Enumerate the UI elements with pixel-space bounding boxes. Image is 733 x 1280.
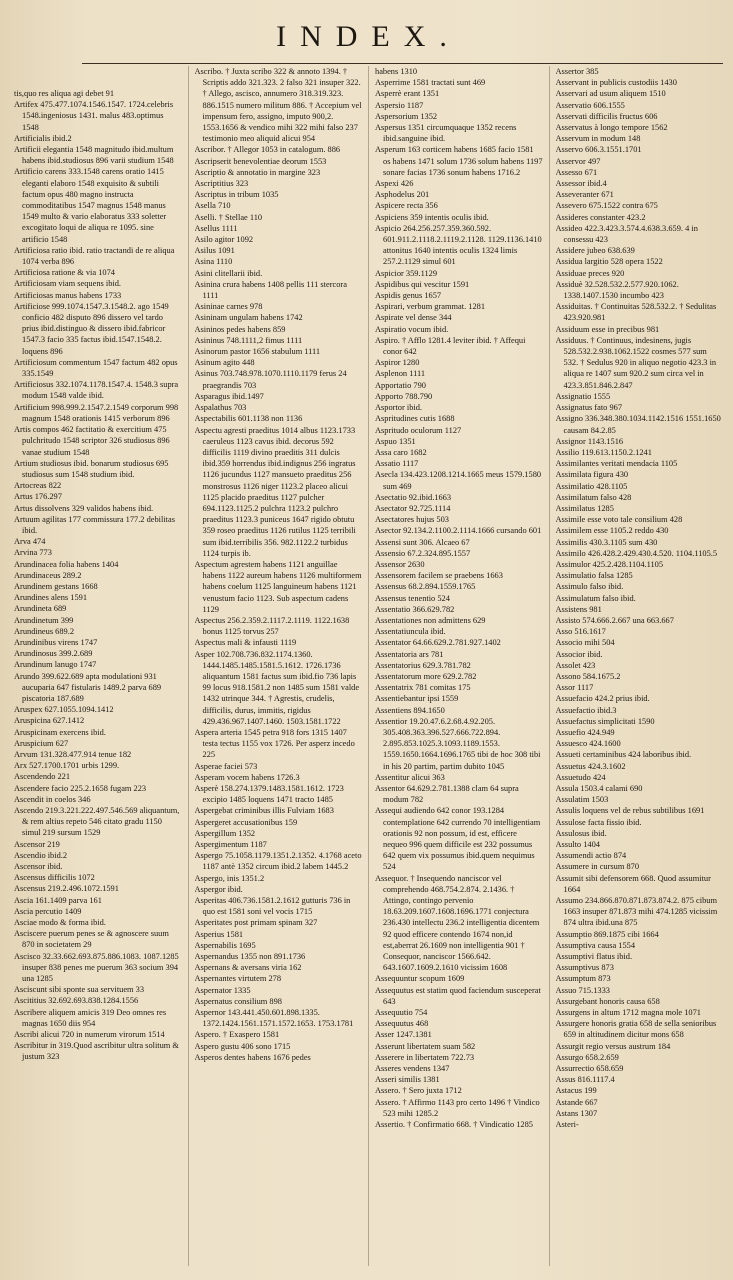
index-entry: Asperrime 1581 tractati sunt 469 xyxy=(375,78,486,88)
index-entry: Artocreas 822 xyxy=(14,481,62,491)
index-entry: Aspicior 359.1129 xyxy=(375,268,438,278)
column-divider xyxy=(549,66,550,1266)
index-entry: tis,quo res aliqua agi debet 91 xyxy=(14,89,115,98)
index-entry: Assueti certaminibus 424 laboribus ibid. xyxy=(555,750,692,760)
index-entry: Artificiosam viam sequens ibid. xyxy=(14,279,121,289)
index-entry: Assurgens in altum 1712 magna mole 1071 xyxy=(555,1008,701,1018)
index-entry: Assertor 385 xyxy=(555,67,599,76)
index-entry: Aspero gustu 406 sono 1715 xyxy=(194,1041,291,1051)
index-entry: Asserere in libertatem 722.73 xyxy=(375,1052,475,1062)
index-entry: Asininus 748.1111,2 fimus 1111 xyxy=(194,335,303,345)
index-entry: Assidere jubeo 638.639 xyxy=(555,246,635,256)
index-entry: Asperitates post primam spinam 327 xyxy=(194,918,318,928)
index-entry: Assumo 234.866.870.871.873.874.2. 875 cibum 1663 insuper 871.873 mihi 474.1285 vicissim 874 ultra ibid.una 875 xyxy=(555,896,718,928)
index-entry: Assiduus. † Continuus, indesinens, jugis 528.532.2.938.1062.1522 cosmes 577 sum 532. † Sedulus 920 in aliquo negotio 423.3 in aliqua re 1407 sum 920.2 sum circa vel in 423.3.851.846.2.847 xyxy=(555,335,717,390)
index-entry: Artificiose 999.1074.1547.3.1548.2. ago 1549 conficio 482 disputo 896 dissero vel tardo prius ibid.distinguo & dissero ibid.fabricor 1547.3 facio 335 factus ibid.1547.1548.2. loquens 896 xyxy=(14,301,169,356)
index-entry: Arva 474 xyxy=(14,537,46,547)
index-entry: Aspernatus consilium 898 xyxy=(194,996,282,1006)
index-entry: Asini clitellarii ibid. xyxy=(194,268,263,278)
index-entry: Aspectus 256.2.359.2.1117.2.1119. 1122.1638 bonus 1125 torvus 257 xyxy=(194,615,350,637)
index-entry: Assisto 574.666.2.667 una 663.667 xyxy=(555,615,674,625)
index-entry: Astacus 199 xyxy=(555,1086,597,1096)
index-entry: Aspiro. † Afflo 1281.4 leviter ibid. † Affequi conor 642 xyxy=(375,335,526,357)
index-entry: Asinina crura habens 1408 pellis 111 stercora 1111 xyxy=(194,279,347,301)
index-entry: Aspectum agrestem habens 1121 anguillae habens 1122 aureum habens 1126 multiformem habens coelum 1125 languineum habens 1121 venustum facio 1123. Sub aspectum cadens 1129 xyxy=(194,559,362,614)
index-entry: Assula 1503.4 calami 690 xyxy=(555,784,643,793)
index-entry: Asperos dentes habens 1676 pedes xyxy=(194,1052,311,1062)
index-entry: Assiduae preces 920 xyxy=(555,268,625,278)
index-entry: Assulose facta fissio ibid. xyxy=(555,817,642,827)
index-entry: Assumendi actio 874 xyxy=(555,851,627,861)
index-entry: Assimilis 430.3.1105 sum 430 xyxy=(555,537,658,547)
index-entry: Arundineta 689 xyxy=(14,604,67,614)
index-entry: Assentatoria ars 781 xyxy=(375,649,444,659)
index-entry: Asplenon 1111 xyxy=(375,369,426,379)
index-entry: Assidua largitio 528 opera 1522 xyxy=(555,257,663,267)
index-entry: Assumit sibi defensorem 668. Quod assumitur 1664 xyxy=(555,873,711,894)
index-entry: Aspectus mali & infausti 1119 xyxy=(194,638,297,648)
index-entry: Apportatio 790 xyxy=(375,380,426,390)
index-entry: Aspirate vel dense 344 xyxy=(375,313,452,323)
index-entry: Arundinem gestans 1668 xyxy=(14,581,98,591)
index-entry: Assuefactus simplicitati 1590 xyxy=(555,716,655,726)
index-entry: Artificiosus 332.1074.1178.1547.4. 1548.3 supra modum 1548 valde ibid. xyxy=(14,380,179,401)
index-entry: Asserunt libertatem suam 582 xyxy=(375,1041,476,1051)
index-entry: Asservari ad usum aliquem 1510 xyxy=(555,89,666,99)
index-entry: Artificio carens 333.1548 carens oratio 1415 eleganti elaboro 1548 exquisito & subtili factum opus 480 magno instructa commoditatibus 1547 magnus 1548 manus 1549 multo & vario elaboratus 333 soletter excogitato loqui de aliqua re 1095. sine artificio 1548 xyxy=(14,167,167,244)
index-entry: Aspirari, verbum grammat. 1281 xyxy=(375,302,486,312)
index-entry: Assimilatus 1285 xyxy=(555,503,614,513)
index-entry: Associo mihi 504 xyxy=(555,638,615,648)
index-entry: Assero. † Sero juxta 1712 xyxy=(375,1086,462,1096)
index-entry: Asina 1110 xyxy=(194,257,233,267)
index-column-4 xyxy=(556,66,724,1266)
index-entry: Arundinacea folia habens 1404 xyxy=(14,559,119,569)
index-entry: Associor ibid. xyxy=(555,649,603,659)
index-entry: Ascensor 219 xyxy=(14,839,60,849)
index-entry: Arundo 399.622.689 apta modulationi 931 aucuparia 647 fistularis 1489.2 parva 689 piscatoria 187.689 xyxy=(14,671,162,703)
index-entry: Assumptivus 873 xyxy=(555,963,614,973)
index-entry: Arundinibus virens 1747 xyxy=(14,637,98,647)
index-entry: Arundines alens 1591 xyxy=(14,593,88,603)
header-rule xyxy=(82,63,723,64)
index-entry: Ascendendo 221 xyxy=(14,772,71,782)
index-entry: Aspidis genus 1657 xyxy=(375,291,442,301)
index-entry: Asper 102.708.736.832.1174.1360. 1444.1485.1485.1581.5.1612. 1726.1736 aliquantum 1581 factus sum ibid.fio 736 lapis 99 locus 918.1581.2 non 1485 sum 1581 valde 1432 utrinque 344. † Agrestis, crudelis, difficilis, durus, immitis, rigidus 429.436.967.1407.1460. 1503.1581.1722 xyxy=(194,649,360,726)
index-entry: Assuetus 424.3.1602 xyxy=(555,761,626,771)
index-entry: Assentator 64.66.629.2.781.927.1402 xyxy=(375,638,501,648)
index-entry: Arvina 773 xyxy=(14,548,52,558)
index-columns xyxy=(14,66,723,1266)
page-title: INDEX. xyxy=(276,20,461,53)
column-divider xyxy=(368,66,369,1266)
index-entry: Assimulor 425.2.428.1104.1105 xyxy=(555,559,664,569)
index-entry: Assuo 715.1333 xyxy=(555,985,610,995)
index-entry: Assimile esse voto tale consilium 428 xyxy=(555,515,683,525)
index-entry: Asseri similis 1381 xyxy=(375,1075,440,1085)
index-entry: Ascriptio & annotatio in margine 323 xyxy=(194,167,321,177)
index-entry: Asperum 163 corticem habens 1685 facio 1581 os habens 1471 solum 1736 solum habens 1197 sonare facias 1736 sonum habens 1716.2 xyxy=(375,145,543,177)
index-entry: Assevero 675.1522 contra 675 xyxy=(555,201,658,211)
index-entry: Aspergor ibid. xyxy=(194,884,243,894)
index-entry: Artificium 998.999.2.1547.2.1549 corporum 998 magnum 1548 orationis 1415 verborum 896 xyxy=(14,402,179,423)
index-entry: Assentitur alicui 363 xyxy=(375,772,445,782)
index-entry: Arundinosus 399.2.689 xyxy=(14,649,93,659)
index-entry: Assulosus ibid. xyxy=(555,828,607,838)
index-entry: Aspergo, inis 1351.2 xyxy=(194,873,265,883)
index-entry: Assigno 336.348.380.1034.1142.1516 1551.1650 causam 84.2.85 xyxy=(555,414,721,435)
index-entry: Aspernandus 1355 non 891.1736 xyxy=(194,952,306,962)
index-entry: Asparagus ibid.1497 xyxy=(194,391,264,401)
index-entry: Asectator 92.725.1114 xyxy=(375,503,451,513)
index-entry: Aspiciens 359 intentis oculis ibid. xyxy=(375,212,489,222)
index-entry: Assurgit regio versus austrum 184 xyxy=(555,1041,671,1051)
index-entry: Apporto 788.790 xyxy=(375,391,433,401)
index-entry: Asininae carnes 978 xyxy=(194,302,263,312)
index-entry: Asciae modo & forma ibid. xyxy=(14,918,106,928)
index-entry: Assensorem facilem se praebens 1663 xyxy=(375,571,503,581)
index-entry: Assimulatio falsa 1285 xyxy=(555,571,633,581)
index-entry: Assentiebantur ipsi 1559 xyxy=(375,694,459,704)
index-entry: Asso 516.1617 xyxy=(555,627,606,637)
index-entry: Aruspicinam exercens ibid. xyxy=(14,727,106,737)
index-entry: Aruspicium 627 xyxy=(14,738,69,748)
index-column-2 xyxy=(195,66,363,1266)
index-entry: Assimilatum falso 428 xyxy=(555,492,632,502)
index-entry: Aspalathus 703 xyxy=(194,403,247,413)
index-entry: Assimulatum falso ibid. xyxy=(555,593,636,603)
index-entry: Artificialis ibid.2 xyxy=(14,133,72,143)
index-entry: Assequutus est statim quod faciendum susceperat 643 xyxy=(375,985,541,1006)
index-entry: Assentatio 366.629.782 xyxy=(375,604,455,614)
index-entry: Asininam ungulam habens 1742 xyxy=(194,313,303,323)
index-entry: Assimilantes veritati mendacia 1105 xyxy=(555,459,678,469)
index-entry: Asseres vendens 1347 xyxy=(375,1064,450,1074)
index-entry: Assequuntur scopum 1609 xyxy=(375,974,465,984)
index-entry: Asilo agitor 1092 xyxy=(194,235,254,245)
index-entry: Assensus 68.2.894.1559.1765 xyxy=(375,582,476,592)
index-column-3 xyxy=(375,66,543,1266)
index-entry: Assiduum esse in precibus 981 xyxy=(555,324,660,334)
index-entry: Assuefio 424.949 xyxy=(555,727,615,737)
index-entry: Assono 584.1675.2 xyxy=(555,671,621,681)
index-entry: Aspectu agresti praeditus 1014 albus 1123.1733 caeruleus 1123 cavus ibid. decorus 592 difficilis 1119 divino praeditis 311 dulcis ibid.359 horrendus ibid.indignus 256 ingratus 1126 jucundus 1127 mansueto praeditus 256 monstrosus 1126 niger 1123.2 placeo alicui 1125 placido praeditus 1127 pulcher 694.1123.1125.2 pulchra 1123.2 pulchro praeditus 1123.3 puniceus 1647 rigido obtutu 359 roseo praeditus 1126 rutilus 1125 terribili sum ibid.terribilis 356. 982.1122.2 turbidus 1124 turpis ib. xyxy=(194,425,356,558)
index-entry: Assessor ibid.4 xyxy=(555,179,607,189)
index-entry: Artus 176.297 xyxy=(14,492,62,502)
index-entry: Artium studiosus ibid. bonarum studiosus 695 studiosus sum 1548 studium ibid. xyxy=(14,458,169,479)
index-entry: Aspexi 426 xyxy=(375,179,414,189)
index-entry: Asperrè erant 1351 xyxy=(375,89,440,99)
index-entry: Assentatorius 629.3.781.782 xyxy=(375,660,471,670)
index-entry: Asservant in publicis custodiis 1430 xyxy=(555,78,677,88)
index-entry: Assentatiuncula ibid. xyxy=(375,627,446,637)
index-entry: Assurrectio 658.659 xyxy=(555,1064,624,1074)
index-entry: Assolet 423 xyxy=(555,660,596,670)
index-entry: Aspernans & aversans viria 162 xyxy=(194,963,302,973)
index-entry: Aspergimentum 1187 xyxy=(194,840,267,850)
index-entry: Assesso 671 xyxy=(555,167,598,177)
index-entry: Arvum 131.328.477.914 tenue 182 xyxy=(14,749,132,759)
index-entry: Aspernantes virtutem 278 xyxy=(194,974,282,984)
index-entry: Assideres constanter 423.2 xyxy=(555,212,646,222)
index-entry: Assistens 981 xyxy=(555,604,602,614)
index-entry: Asteri- xyxy=(555,1120,579,1130)
index-entry: Ascendit in coelos 346 xyxy=(14,794,91,804)
index-entry: Ascia percutio 1409 xyxy=(14,906,82,916)
index-entry: Assequi audiendo 642 conor 193.1284 contemplatione 642 currendo 70 intelligentiam orationis 92 non possum, id est, efficere nequeo 996 quem difficile est 232 possumus 642 quem vix possumus ibid.quem nequimus 524 xyxy=(375,806,541,872)
index-entry: Aspernator 1335 xyxy=(194,985,251,995)
index-entry: Assensus tenentio 524 xyxy=(375,593,450,603)
index-entry: Assimilata figura 430 xyxy=(555,470,629,480)
index-entry: Asservatus à longo tempore 1562 xyxy=(555,123,668,133)
index-entry: Assentatrix 781 comitas 175 xyxy=(375,683,471,693)
index-entry: Arundineus 689.2 xyxy=(14,626,75,636)
index-entry: Ascendo 219.3.221.222.497.546.569 aliquantum, & rem altius repeto 546 citato gradu 1150 simul 219 sursum 1529 xyxy=(14,806,180,838)
index-entry: Asinorum pastor 1656 stabulum 1111 xyxy=(194,347,321,357)
index-entry: Assurgo 658.2.659 xyxy=(555,1052,619,1062)
index-entry: Astans 1307 xyxy=(555,1108,598,1118)
index-entry: Asperitas 406.736.1581.2.1612 gutturis 736 in quo est 1581 soni vel vocis 1715 xyxy=(194,896,351,917)
index-entry: Assulatim 1503 xyxy=(555,795,609,805)
index-entry: Ascendere facio 225.2.1658 fugam 223 xyxy=(14,783,147,793)
index-entry: Assumere in cursum 870 xyxy=(555,862,640,872)
index-entry: Asphodelus 201 xyxy=(375,190,430,200)
index-entry: Asservatio 606.1555 xyxy=(555,100,625,110)
index-entry: Aspergo 75.1058.1179.1351.2.1352. 4.1768 aceto 1187 antè 1352 circum ibid.2 labem 1445.2 xyxy=(194,851,362,872)
index-entry: Assor 1117 xyxy=(555,683,594,693)
index-column-1 xyxy=(14,66,182,1266)
index-entry: Assero. † Affirmo 1143 pro certo 1496 † Vindico 523 mihi 1285.2 xyxy=(375,1097,540,1118)
index-entry: Ascensor ibid. xyxy=(14,862,63,872)
index-entry: Assulis loquens vel de rebus subtilibus 1691 xyxy=(555,806,705,816)
index-entry: Arundinetum 399 xyxy=(14,615,74,625)
index-entry: Astande 667 xyxy=(555,1097,598,1107)
index-entry: Artificii elegantia 1548 magnitudo ibid.multum habens ibid.studiosus 896 varii studium 1548 xyxy=(14,145,174,166)
index-entry: Arundinum lanugo 1747 xyxy=(14,660,97,670)
index-entry: Assuetudo 424 xyxy=(555,772,606,782)
index-entry: Aruspicina 627.1412 xyxy=(14,716,85,726)
index-entry: Ascriptus in tribum 1035 xyxy=(194,190,279,200)
index-entry: Assimilo 426.428.2.429.430.4.520. 1104.1105.5 xyxy=(555,548,718,558)
index-entry: Assuefactio ibid.3 xyxy=(555,705,617,715)
index-entry: Assignatio 1555 xyxy=(555,391,611,401)
index-entry: Asinum agito 448 xyxy=(194,358,255,368)
index-entry: Assiduitas. † Continuitas 528.532.2. † Sedulitas 423.920.981 xyxy=(555,302,717,323)
index-entry: Assensi sunt 306. Alcaeo 67 xyxy=(375,537,470,547)
index-entry: Aspuo 1351 xyxy=(375,436,416,446)
index-entry: Aspersus 1351 circumquaque 1352 recens ibid.sanguine ibid. xyxy=(375,123,517,144)
index-entry: Aspersio 1187 xyxy=(375,100,424,110)
index-entry: Aspersorium 1352 xyxy=(375,111,438,121)
index-entry: Assensio 67.2.324.895.1557 xyxy=(375,548,471,558)
index-entry: Arundinaceus 289.2 xyxy=(14,570,82,580)
index-entry: Artus dissolvens 329 validos habens ibid. xyxy=(14,503,154,513)
index-entry: Assuesco 424.1600 xyxy=(555,739,621,749)
index-entry: Asectatores hujus 503 xyxy=(375,515,449,525)
index-entry: Assatio 1117 xyxy=(375,459,419,469)
index-entry: Aspernor 143.441.450.601.898.1335. 1372.1424.1561.1571.1572.1653. 1753.1781 xyxy=(194,1008,354,1029)
index-entry: Assideo 422.3.423.3.574.4.638.3.659. 4 in consessu 423 xyxy=(555,223,698,245)
index-entry: Ascribitur in 319.Quod ascribitur ultra solitum & justum 323 xyxy=(14,1041,179,1062)
index-entry: Assimilem esse 1105.2 reddo 430 xyxy=(555,526,669,536)
index-entry: Aspergebat criminibus illis Fulviam 1683 xyxy=(194,806,334,816)
index-entry: Aspergillum 1352 xyxy=(194,828,256,838)
index-entry: Asellus 1111 xyxy=(194,223,238,233)
index-entry: Assus 816.1117.4 xyxy=(555,1075,615,1085)
index-entry: Aspidibus qui vescitur 1591 xyxy=(375,279,470,289)
index-entry: Ascisco 32.33.662.693.875.886.1083. 1087.1285 insuper 838 penes me puerum 363 socium 394 una 1285 xyxy=(14,951,179,984)
index-entry: Assequor. † Insequendo nanciscor vel comprehendo 468.754.2.874. 2.1436. † Attingo, contingo pervenio 18.63.209.1607.1608.1696.1771 conjectura 236.430 intellectu 236.2 intelligentia dicentem 92 quod efficere contendo 1674 non,id est,aberrat 26.1609 non intelligentia 901 † Consequor, nanciscor 1566.642. 643.1607.1609.2.1610 vicissim 1608 xyxy=(375,873,540,973)
index-entry: Arx 527.1700.1701 urbis 1299. xyxy=(14,761,120,771)
index-entry: Aspicere recta 356 xyxy=(375,201,438,211)
index-entry: Artificiosa ratione & via 1074 xyxy=(14,268,115,278)
index-entry: Assertio. † Confirmatio 668. † Vindicatio 1285 xyxy=(375,1120,533,1130)
index-entry: Artifex 475.477.1074.1546.1547. 1724.celebris 1548.ingeniosus 1431. malus 483.optimus 1548 xyxy=(14,100,174,132)
index-entry: Assurgebant honoris causa 658 xyxy=(555,996,660,1006)
index-entry: Aspectabilis 601.1138 non 1136 xyxy=(194,414,303,424)
index-entry: Asciscere puerum penes se & agnoscere suum 870 in societatem 29 xyxy=(14,929,169,950)
index-entry: Assumptiva causa 1554 xyxy=(555,940,636,950)
index-entry: Asperam vocem habens 1726.3 xyxy=(194,772,300,782)
index-entry: Assumptivi flatus ibid. xyxy=(555,952,633,962)
index-entry: Ascititius 32.692.693.838.1284.1556 xyxy=(14,996,139,1006)
index-entry: Artificiosa ratio ibid. ratio tractandi de re aliqua 1074 verba 896 xyxy=(14,245,175,267)
index-entry: Asectatio 92.ibid.1663 xyxy=(375,492,452,502)
index-entry: Aspiratio vocum ibid. xyxy=(375,324,449,334)
index-entry: Asseveranter 671 xyxy=(555,190,614,200)
index-entry: Assiduè 32.528.532.2.577.920.1062. 1338.1407.1530 incumbo 423 xyxy=(555,279,679,301)
column-divider xyxy=(188,66,189,1266)
index-entry: Assensor 2630 xyxy=(375,559,425,569)
index-entry: Aspernabilis 1695 xyxy=(194,940,256,950)
index-entry: Assentor 64.629.2.781.1388 clam 64 supra modum 782 xyxy=(375,784,519,805)
index-entry: Aspergeret accusationibus 159 xyxy=(194,817,298,827)
index-entry: Ascribi alicui 720 in numerum virorum 1514 xyxy=(14,1030,165,1040)
index-entry: Ascribo. † Juxta scribo 322 & annoto 1394. † Scriptis addo 321.323. 2 falso 321 insuper 322. † Allego, ascisco, annumero 318.319.323. 886.1515 numero militum 886. † Accepium vel impensum fero, assigno, imputo 900,2. 1553.1656 & vendico mihi 322 mihi falso 237 testimonio meo aliquid alicui 954 xyxy=(194,67,362,144)
index-entry: Ascripserit benevolentiae deorum 1553 xyxy=(194,156,327,166)
index-entry: Ascensus difficilis 1072 xyxy=(14,873,95,883)
index-entry: Assa caro 1682 xyxy=(375,447,427,457)
index-entry: Aspera arteria 1545 petra 918 fors 1315 1407 testa tectus 1155 vox 1726. Per asperz incedo 225 xyxy=(194,727,355,760)
index-entry: Assentiens 894.1650 xyxy=(375,705,445,715)
index-entry: Assentior 19.20.47.6.2.68.4.92.205. 305.408.363.396.527.666.722.894. 2.895.853.1025.3.1093.1189.1553. 1559.1650.1664.1696.1765 tibi de hoc 308 tibi in his 20 partim, partim dubito 1045 xyxy=(375,716,541,771)
index-entry: Asector 92.134.2.1100.2.1114.1666 cursando 601 xyxy=(375,526,542,536)
index-entry: Assurgere honoris gratia 658 de sella senioribus 659 in altitudinem dicitur mons 658 xyxy=(555,1019,717,1040)
index-entry: Aruspex 627.1055.1094.1412 xyxy=(14,705,114,715)
index-entry: Artis compos 462 factitatio & exercitium 475 pulchritudo 1548 scriptor 326 studiosus 896 vanae studium 1548 xyxy=(14,425,170,457)
index-entry: Assumptum 873 xyxy=(555,974,611,984)
index-entry: Asportor ibid. xyxy=(375,403,422,413)
index-entry: Asperae faciei 573 xyxy=(194,761,258,771)
index-entry: Assentatorum more 629.2.782 xyxy=(375,671,477,681)
index-entry: Asininos pedes habens 859 xyxy=(194,324,286,334)
index-entry: Asservo 606.3.1551.1701 xyxy=(555,145,642,155)
index-entry: Assequutus 468 xyxy=(375,1019,429,1029)
index-entry: Asser 1247.1381 xyxy=(375,1030,432,1040)
index-entry: Asservor 497 xyxy=(555,156,601,166)
index-entry: Aspritudines cutis 1688 xyxy=(375,414,455,424)
index-entry: Assilio 119.613.1150.2.1241 xyxy=(555,447,652,457)
index-entry: Artuum agilitas 177 commissura 177.2 debilitas ibid. xyxy=(14,514,175,535)
index-entry: Ascendio ibid.2 xyxy=(14,850,68,860)
index-entry: Ascribere aliquem amicis 319 Deo omnes res magnas 1650 diis 954 xyxy=(14,1007,167,1028)
page-header xyxy=(14,8,723,66)
index-entry: Asciscunt sibi sponte sua servituem 33 xyxy=(14,985,145,995)
index-entry: Aselli. † Stellae 110 xyxy=(194,212,263,222)
index-entry: Artificiosum commentum 1547 factum 482 opus 335.1549 xyxy=(14,357,178,379)
index-entry: Assequutio 754 xyxy=(375,1008,428,1018)
index-entry: Asella 710 xyxy=(194,201,231,211)
index-entry: Ascensus 219.2.496.1072.1591 xyxy=(14,884,119,894)
index-entry: Assentationes non admittens 629 xyxy=(375,615,486,625)
index-entry: Asilus 1091 xyxy=(194,246,235,256)
index-entry: Aspero. † Exaspero 1581 xyxy=(194,1030,280,1040)
index-entry: Asecla 134.423.1208.1214.1665 meus 1579.1580 sum 469 xyxy=(375,470,542,491)
index-entry: Assimulo falso ibid. xyxy=(555,582,624,592)
index-entry: Ascriptitius 323 xyxy=(194,179,249,189)
index-entry: Assimilatio 428.1105 xyxy=(555,481,628,491)
index-entry: Asservum in modum 148 xyxy=(555,134,641,144)
index-entry: Artificiosas manus habens 1733 xyxy=(14,290,122,300)
index-entry: Assumptio 869.1875 cibi 1664 xyxy=(555,929,659,939)
index-entry: Aspicio 264.256.257.359.360.592. 601.911.2.1118.2.1119.2.1128. 1129.1136.1410 attonitus 1640 intentis oculis 1324 limis 257.2.1129 simul 601 xyxy=(375,223,542,267)
index-entry: Asinus 703.748.978.1070.1110.1179 ferus 24 praegrandis 703 xyxy=(194,369,347,390)
index-entry: Assuefacio 424.2 prius ibid. xyxy=(555,694,650,704)
index-entry: Aspritudo oculorum 1127 xyxy=(375,425,462,435)
index-entry: habens 1310 xyxy=(375,67,418,76)
index-entry: Assignatus fato 967 xyxy=(555,403,623,413)
index-entry: Asservati difficilis fructus 606 xyxy=(555,111,658,121)
index-entry: Ascia 161.1409 parva 161 xyxy=(14,895,102,905)
index-entry: Asperè 158.274.1379.1483.1581.1612. 1723 excipio 1485 loquens 1471 tracto 1485 xyxy=(194,784,344,805)
index-entry: Assulto 1404 xyxy=(555,840,600,850)
index-entry: Aspiror 1280 xyxy=(375,358,420,368)
index-entry: Asperius 1581 xyxy=(194,929,244,939)
index-entry: Ascribor. † Allegor 1053 in catalogum. 886 xyxy=(194,145,341,155)
index-entry: Assignor 1143.1516 xyxy=(555,436,624,446)
